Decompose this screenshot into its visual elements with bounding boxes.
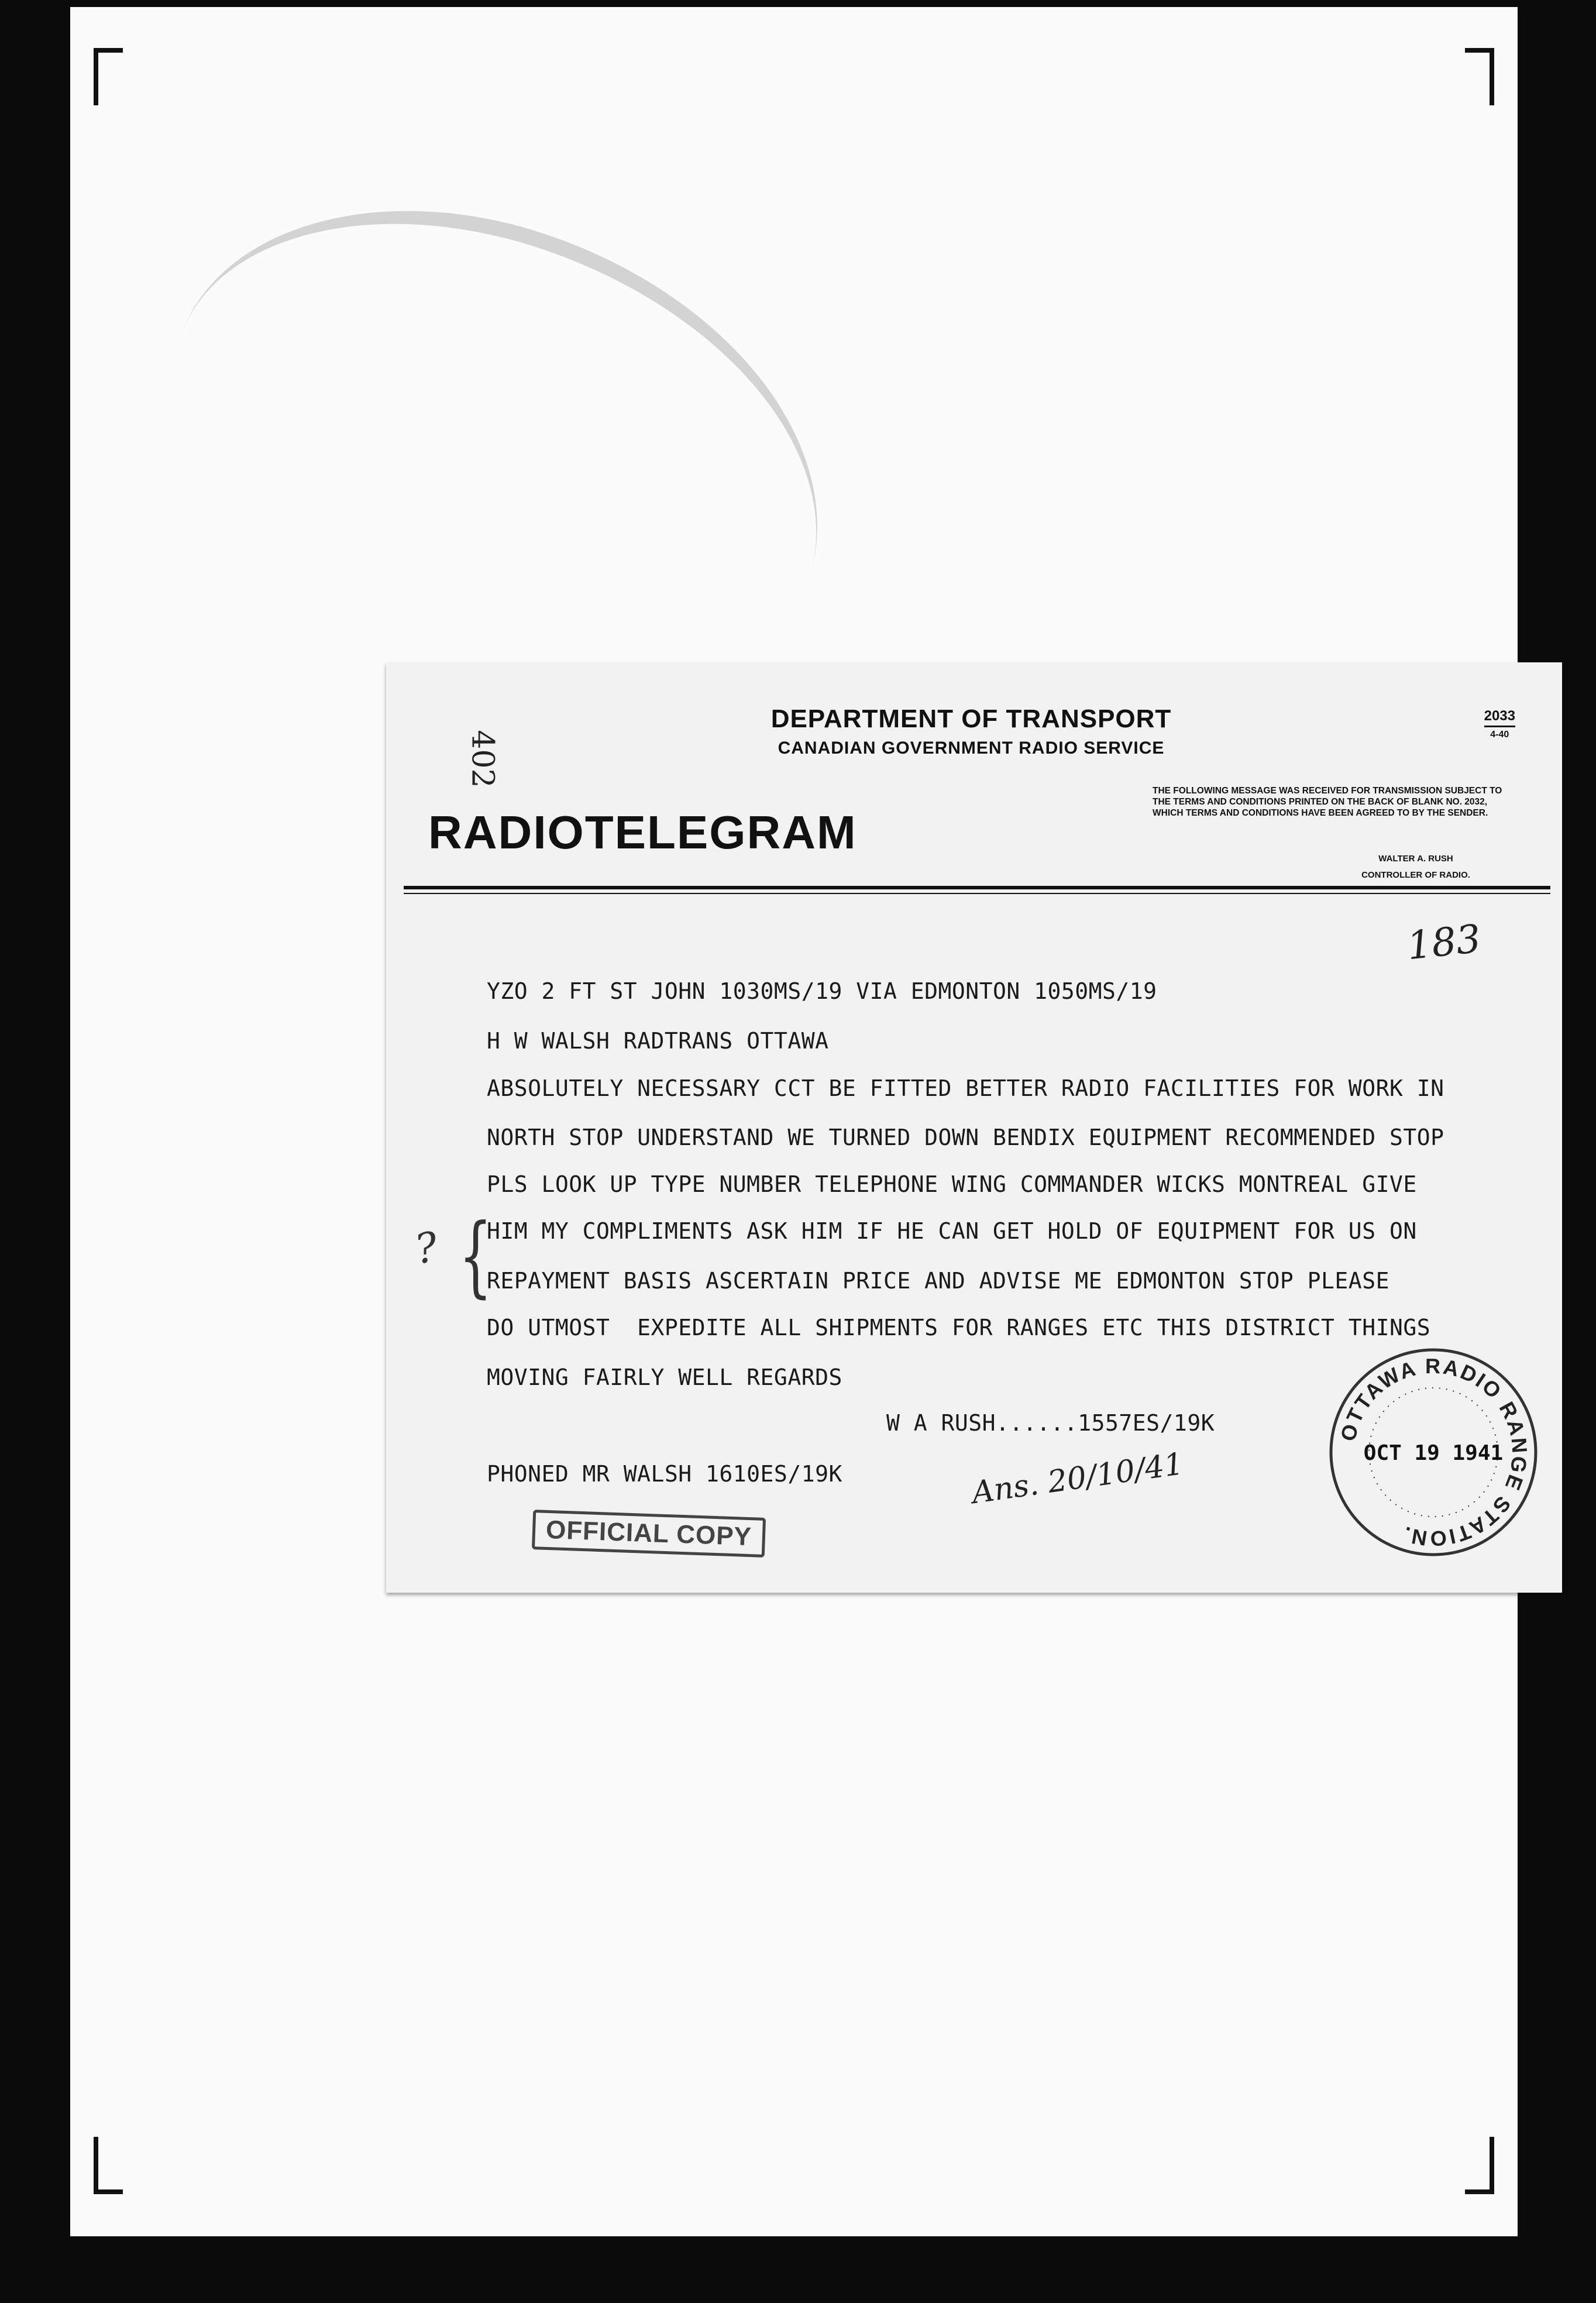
stamp-date: OCT 19 1941 (1363, 1441, 1504, 1465)
signer-title: CONTROLLER OF RADIO. (1361, 870, 1470, 880)
form-number-value: 2033 (1484, 708, 1515, 727)
crop-mark-bottom-right (1465, 2137, 1494, 2194)
form-number (1484, 708, 1515, 740)
document-sheet (70, 7, 1532, 2236)
header-rule-thin (404, 893, 1550, 894)
terms-notice: THE FOLLOWING MESSAGE WAS RECEIVED FOR TRANSMISSION SUBJECT TO THE TERMS AND CONDITIONS PRINTED ON THE BACK OF BLANK NO. 2032, WHICH TERMS AND CONDITIONS HAVE BEEN AGREED TO BY THE SENDER. (1153, 786, 1502, 818)
stamp-ring-text: OTTAWA RADIO RANGE STATION. (1336, 1353, 1532, 1551)
handwritten-page-number: 183 (1405, 916, 1483, 969)
department-heading: DEPARTMENT OF TRANSPORT (771, 704, 1172, 733)
crop-mark-bottom-left (94, 2137, 123, 2194)
message-body-line: HIM MY COMPLIMENTS ASK HIM IF HE CAN GET HOLD OF EQUIPMENT FOR US ON (487, 1218, 1417, 1244)
margin-handwritten-mark: 402 (465, 730, 500, 788)
crop-mark-top-right (1465, 48, 1494, 105)
station-date-stamp (1325, 1344, 1542, 1560)
handwritten-brace-icon: { (459, 1205, 493, 1307)
radiotelegram-form (386, 662, 1562, 1593)
phoned-note: PHONED MR WALSH 1610ES/19K (487, 1461, 842, 1487)
message-body-line: MOVING FAIRLY WELL REGARDS (487, 1364, 842, 1390)
signer-name: WALTER A. RUSH (1378, 854, 1453, 864)
handwritten-question-mark: ? (411, 1222, 442, 1274)
message-body-line: DO UTMOST EXPEDITE ALL SHIPMENTS FOR RANGES ETC THIS DISTRICT THINGS (487, 1315, 1431, 1340)
message-body-line: PLS LOOK UP TYPE NUMBER TELEPHONE WING COMMANDER WICKS MONTREAL GIVE (487, 1171, 1417, 1197)
crop-mark-top-left (94, 48, 123, 105)
message-body-line: NORTH STOP UNDERSTAND WE TURNED DOWN BENDIX EQUIPMENT RECOMMENDED STOP (487, 1125, 1444, 1150)
service-heading: CANADIAN GOVERNMENT RADIO SERVICE (778, 738, 1165, 758)
handwritten-answered-note: Ans. 20/10/41 (969, 1446, 1186, 1511)
official-copy-stamp: OFFICIAL COPY (532, 1510, 766, 1558)
message-body-line: ABSOLUTELY NECESSARY CCT BE FITTED BETTER RADIO FACILITIES FOR WORK IN (487, 1075, 1444, 1101)
message-signature: W A RUSH......1557ES/19K (886, 1410, 1215, 1436)
message-address: H W WALSH RADTRANS OTTAWA (487, 1028, 829, 1054)
controller-signature-block (1322, 851, 1509, 884)
header-rule (404, 886, 1550, 889)
form-number-date: 4-40 (1490, 730, 1509, 740)
message-body-line: REPAYMENT BASIS ASCERTAIN PRICE AND ADVISE ME EDMONTON STOP PLEASE (487, 1268, 1389, 1294)
form-title: RADIOTELEGRAM (428, 806, 857, 858)
message-preamble: YZO 2 FT ST JOHN 1030MS/19 VIA EDMONTON 1050MS/19 (487, 978, 1157, 1004)
